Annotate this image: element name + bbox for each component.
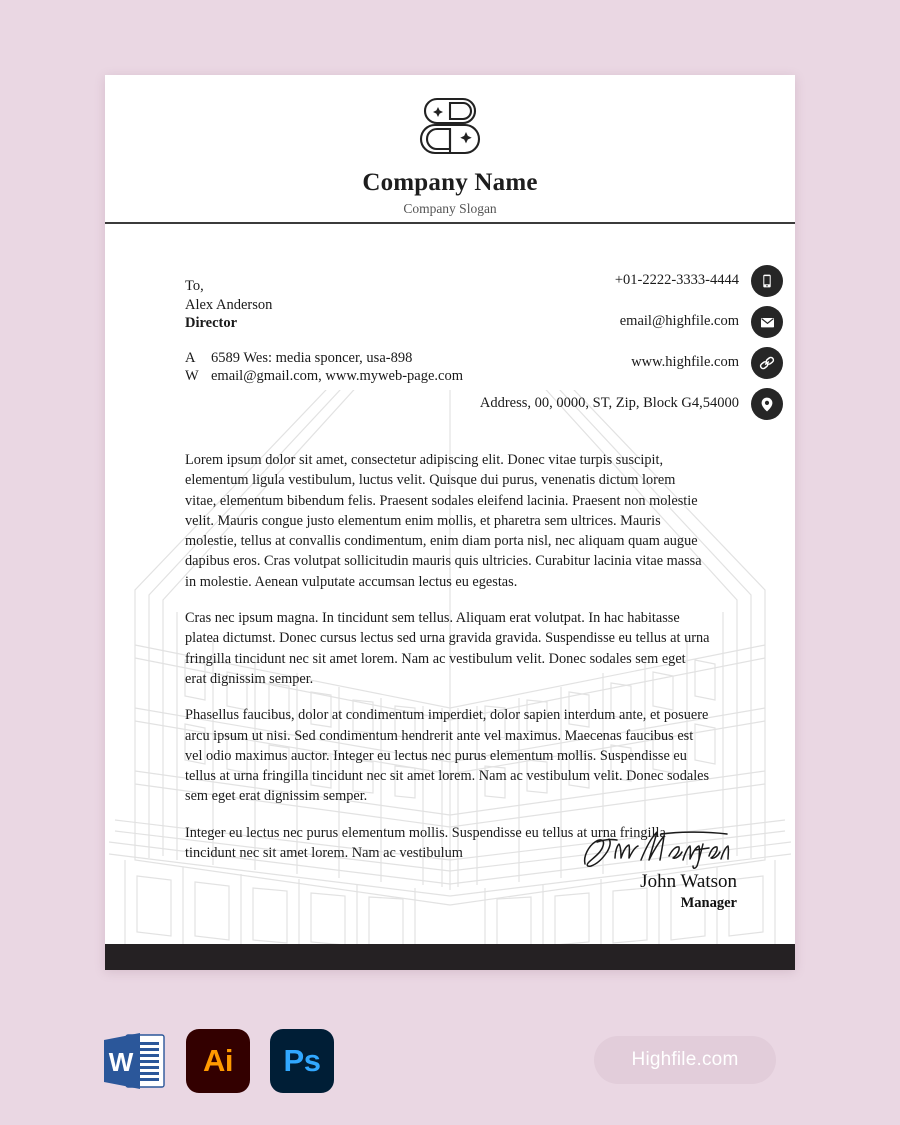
signer-title: Manager: [680, 895, 737, 911]
contact-row-website: [463, 347, 783, 379]
recipient-web-row: [185, 367, 465, 386]
svg-text:W: W: [108, 1047, 134, 1077]
envelope-icon[interactable]: [751, 306, 783, 338]
signature-block: [517, 826, 737, 912]
recipient-address-row: [185, 349, 465, 368]
company-name: Company Name: [362, 169, 538, 196]
letterhead-header: [105, 75, 795, 222]
body-paragraph-4: Integer eu lectus nec purus elementum mollis. Suspendisse eu tellus at urna fringilla tincidunt nec sit amet lorem. Nam ac vestibulum: [185, 824, 666, 862]
recipient-name: Alex Anderson: [185, 296, 273, 313]
handwritten-signature-icon: [577, 826, 737, 870]
recipient-to-label: To,: [185, 278, 204, 294]
contact-list: [463, 265, 783, 429]
contact-email-text: email@highfile.com: [619, 313, 739, 330]
adobe-photoshop-icon[interactable]: [268, 1027, 336, 1095]
contact-row-email: [463, 306, 783, 338]
location-pin-icon[interactable]: [751, 388, 783, 420]
letterhead-page: [105, 75, 795, 970]
info-band: [105, 265, 795, 415]
recipient-address-key: A: [185, 349, 196, 366]
recipient-web-value: email@gmail.com, www.myweb-page.com: [211, 368, 463, 385]
recipient-block: [185, 277, 465, 386]
link-icon[interactable]: [751, 347, 783, 379]
highfile-badge-label: Highfile.com: [631, 1049, 739, 1070]
adobe-illustrator-label: Ai: [203, 1043, 233, 1078]
company-slogan: Company Slogan: [403, 201, 497, 216]
recipient-details: [185, 349, 465, 386]
phone-icon[interactable]: [751, 265, 783, 297]
body-paragraph-3: Phasellus faucibus, dolor at condimentum imperdiet, dolor sapien interdum ante, et posuere arcu ipsum ut nisi. Sed condimentum hendrerit ante vel maximus. Maecenas faucibus est vel odio maximus auctor. Integer eu lectus nec purus elementum mollis. Suspendisse eu tellus at urna fringilla tincidunt nec sit amet lorem. Nam ac vestibulum velit. Donec sodales sem eget erat dignissim semper.: [185, 707, 710, 805]
microsoft-word-icon[interactable]: [100, 1027, 168, 1095]
contact-row-phone: [463, 265, 783, 297]
body-paragraph-2: Cras nec ipsum magna. In tincidunt sem tellus. Aliquam erat volutpat. In hac habitasse platea dictumst. Donec cursus lectus sed urna gravida gravida. Suspendisse eu tellus at urna fringilla tincidunt nec sit amet lorem. Nam ac vestibulum velit. Donec sodales sem eget erat dignissim semper.: [185, 610, 710, 687]
body-paragraph-1: Lorem ipsum dolor sit amet, consectetur adipiscing elit. Donec vitae turpis suscipit, elementum ligula vestibulum, luctus velit. Quisque dui purus, venenatis dictum lorem vitae, elementum bibendum felis. Praesent sodales eleifend lacinia. Praesent non molestie velit. Mauris congue justo elementum enim mollis, et pharetra sem ultrices. Mauris molestie, tellus at convallis condimentum, enim diam porta nisl, nec aliquam quam augue dapibus eros. Cras volutpat sollicitudin mauris quis ultricies. Curabitur lacinia vitae massa in molestie. Aenean vulputate accumsan lectus eu egestas.: [185, 452, 702, 590]
signer-name: John Watson: [640, 871, 737, 892]
footer-bar: [105, 944, 795, 970]
contact-phone-text: +01-2222-3333-4444: [614, 272, 739, 289]
recipient-address-value: 6589 Wes: media sponcer, usa-898: [211, 349, 413, 366]
highfile-badge[interactable]: [594, 1036, 776, 1084]
contact-row-address: [463, 388, 783, 420]
contact-website-text: www.highfile.com: [631, 354, 739, 371]
recipient-web-key: W: [185, 368, 199, 385]
header-divider: [105, 222, 795, 224]
adobe-illustrator-icon[interactable]: [184, 1027, 252, 1095]
recipient-role: Director: [185, 315, 238, 332]
contact-address-text: Address, 00, 0000, ST, Zip, Block G4,54000: [479, 395, 739, 412]
letter-body: [185, 450, 710, 863]
format-icons: [100, 1027, 336, 1095]
adobe-photoshop-label: Ps: [283, 1043, 321, 1078]
abstract-monogram-logo-icon: [409, 95, 491, 157]
